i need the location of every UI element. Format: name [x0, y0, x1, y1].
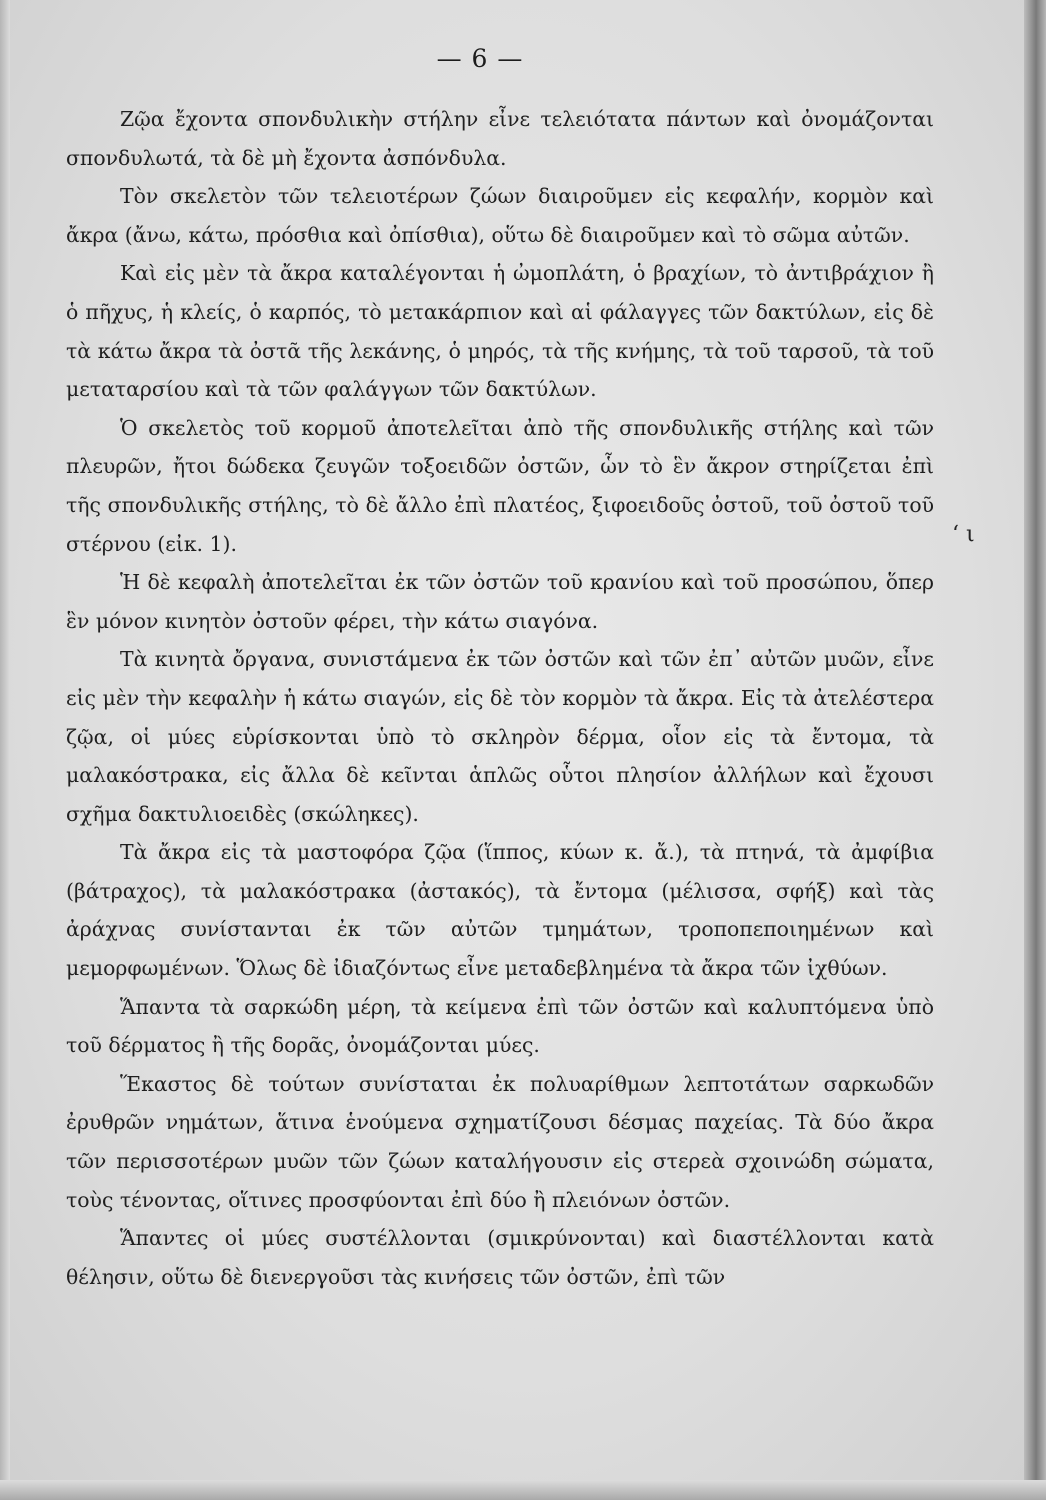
- page-number: — 6 —: [436, 44, 524, 73]
- paragraph: Ζῷα ἔχοντα σπονδυλικὴν στήλην εἶνε τελειότατα πάντων καὶ ὀνομάζονται σπονδυλωτά, τὰ δὲ μὴ ἔχοντα ἀσπόνδυλα.: [66, 107, 934, 170]
- page-binding-edge: [1024, 0, 1046, 1500]
- margin-mark: ‘ ι: [952, 522, 975, 547]
- paragraph: Ἡ δὲ κεφαλὴ ἀποτελεῖται ἐκ τῶν ὀστῶν τοῦ κρανίου καὶ τοῦ προσώπου, ὅπερ ἓν μόνον κινητὸν ὀστοῦν φέρει, τὴν κάτω σιαγόνα.: [66, 570, 934, 633]
- paragraph: Τὸν σκελετὸν τῶν τελειοτέρων ζώων διαιροῦμεν εἰς κεφαλήν, κορμὸν καὶ ἄκρα (ἄνω, κάτω, πρόσθια καὶ ὀπίσθια), οὕτω δὲ διαιροῦμεν καὶ τὸ σῶμα αὐτῶν.: [66, 184, 934, 247]
- page-left-edge: [0, 0, 10, 1500]
- paragraph: Τὰ κινητὰ ὄργανα, συνιστάμενα ἐκ τῶν ὀστῶν καὶ τῶν ἐπ᾽ αὐτῶν μυῶν, εἶνε εἰς μὲν τὴν κεφαλὴν ἡ κάτω σιαγών, εἰς δὲ τὸν κορμὸν τὰ ἄκρα. Εἰς τὰ ἀτελέστερα ζῷα, οἱ μύες εὑρίσκονται ὑπὸ τὸ σκληρὸν δέρμα, οἷον εἰς τὰ ἔντομα, τὰ μαλακόστρακα, εἰς ἄλλα δὲ κεῖνται ἁπλῶς οὗτοι πλησίον ἀλλήλων καὶ ἔχουσι σχῆμα δακτυλιοειδὲς (σκώληκες).: [66, 647, 934, 826]
- paragraph: Ἅπαντες οἱ μύες συστέλλονται (σμικρύνονται) καὶ διαστέλλονται κατὰ θέλησιν, οὕτω δὲ διενεργοῦσι τὰς κινήσεις τῶν ὀστῶν, ἐπὶ τῶν: [66, 1226, 934, 1289]
- page-bottom-edge: [0, 1480, 1046, 1500]
- paragraph: Ὁ σκελετὸς τοῦ κορμοῦ ἀποτελεῖται ἀπὸ τῆς σπονδυλικῆς στήλης καὶ τῶν πλευρῶν, ἤτοι δώδεκα ζευγῶν τοξοειδῶν ὀστῶν, ὧν τὸ ἓν ἄκρον στηρίζεται ἐπὶ τῆς σπονδυλικῆς στήλης, τὸ δὲ ἄλλο ἐπὶ πλατέος, ξιφοειδοῦς ὀστοῦ, τοῦ ὀστοῦ τοῦ στέρνου (εἰκ. 1).: [66, 415, 934, 556]
- body-text: [66, 100, 934, 1296]
- paragraph: Καὶ εἰς μὲν τὰ ἄκρα καταλέγονται ἡ ὠμοπλάτη, ὁ βραχίων, τὸ ἀντιβράχιον ἢ ὁ πῆχυς, ἡ κλείς, ὁ καρπός, τὸ μετακάρπιον καὶ αἱ φάλαγγες τῶν δακτύλων, εἰς δὲ τὰ κάτω ἄκρα τὰ ὀστᾶ τῆς λεκάνης, ὁ μηρός, τὰ τῆς κνήμης, τὰ τοῦ ταρσοῦ, τὰ τοῦ μεταταρσίου καὶ τὰ τῶν φαλάγγων τῶν δακτύλων.: [66, 261, 934, 402]
- paragraph: Τὰ ἄκρα εἰς τὰ μαστοφόρα ζῷα (ἵππος, κύων κ. ἄ.), τὰ πτηνά, τὰ ἀμφίβια (βάτραχος), τὰ μαλακόστρακα (ἀστακός), τὰ ἔντομα (μέλισσα, σφήξ) καὶ τὰς ἀράχνας συνίστανται ἐκ τῶν αὐτῶν τμημάτων, τροποπεποιημένων καὶ μεμορφωμένων. Ὅλως δὲ ἰδιαζόντως εἶνε μεταδεβλημένα τὰ ἄκρα τῶν ἰχθύων.: [66, 840, 934, 981]
- paragraph: Ἕκαστος δὲ τούτων συνίσταται ἐκ πολυαρίθμων λεπτοτάτων σαρκωδῶν ἐρυθρῶν νημάτων, ἅτινα ἑνούμενα σχηματίζουσι δέσμας παχείας. Τὰ δύο ἄκρα τῶν περισσοτέρων μυῶν τῶν ζώων καταλήγουσιν εἰς στερεὰ σχοινώδη σώματα, τοὺς τένοντας, οἵτινες προσφύονται ἐπὶ δύο ἢ πλειόνων ὀστῶν.: [66, 1071, 934, 1212]
- paragraph: Ἅπαντα τὰ σαρκώδη μέρη, τὰ κείμενα ἐπὶ τῶν ὀστῶν καὶ καλυπτόμενα ὑπὸ τοῦ δέρματος ἢ τῆς δορᾶς, ὀνομάζονται μύες.: [66, 994, 934, 1058]
